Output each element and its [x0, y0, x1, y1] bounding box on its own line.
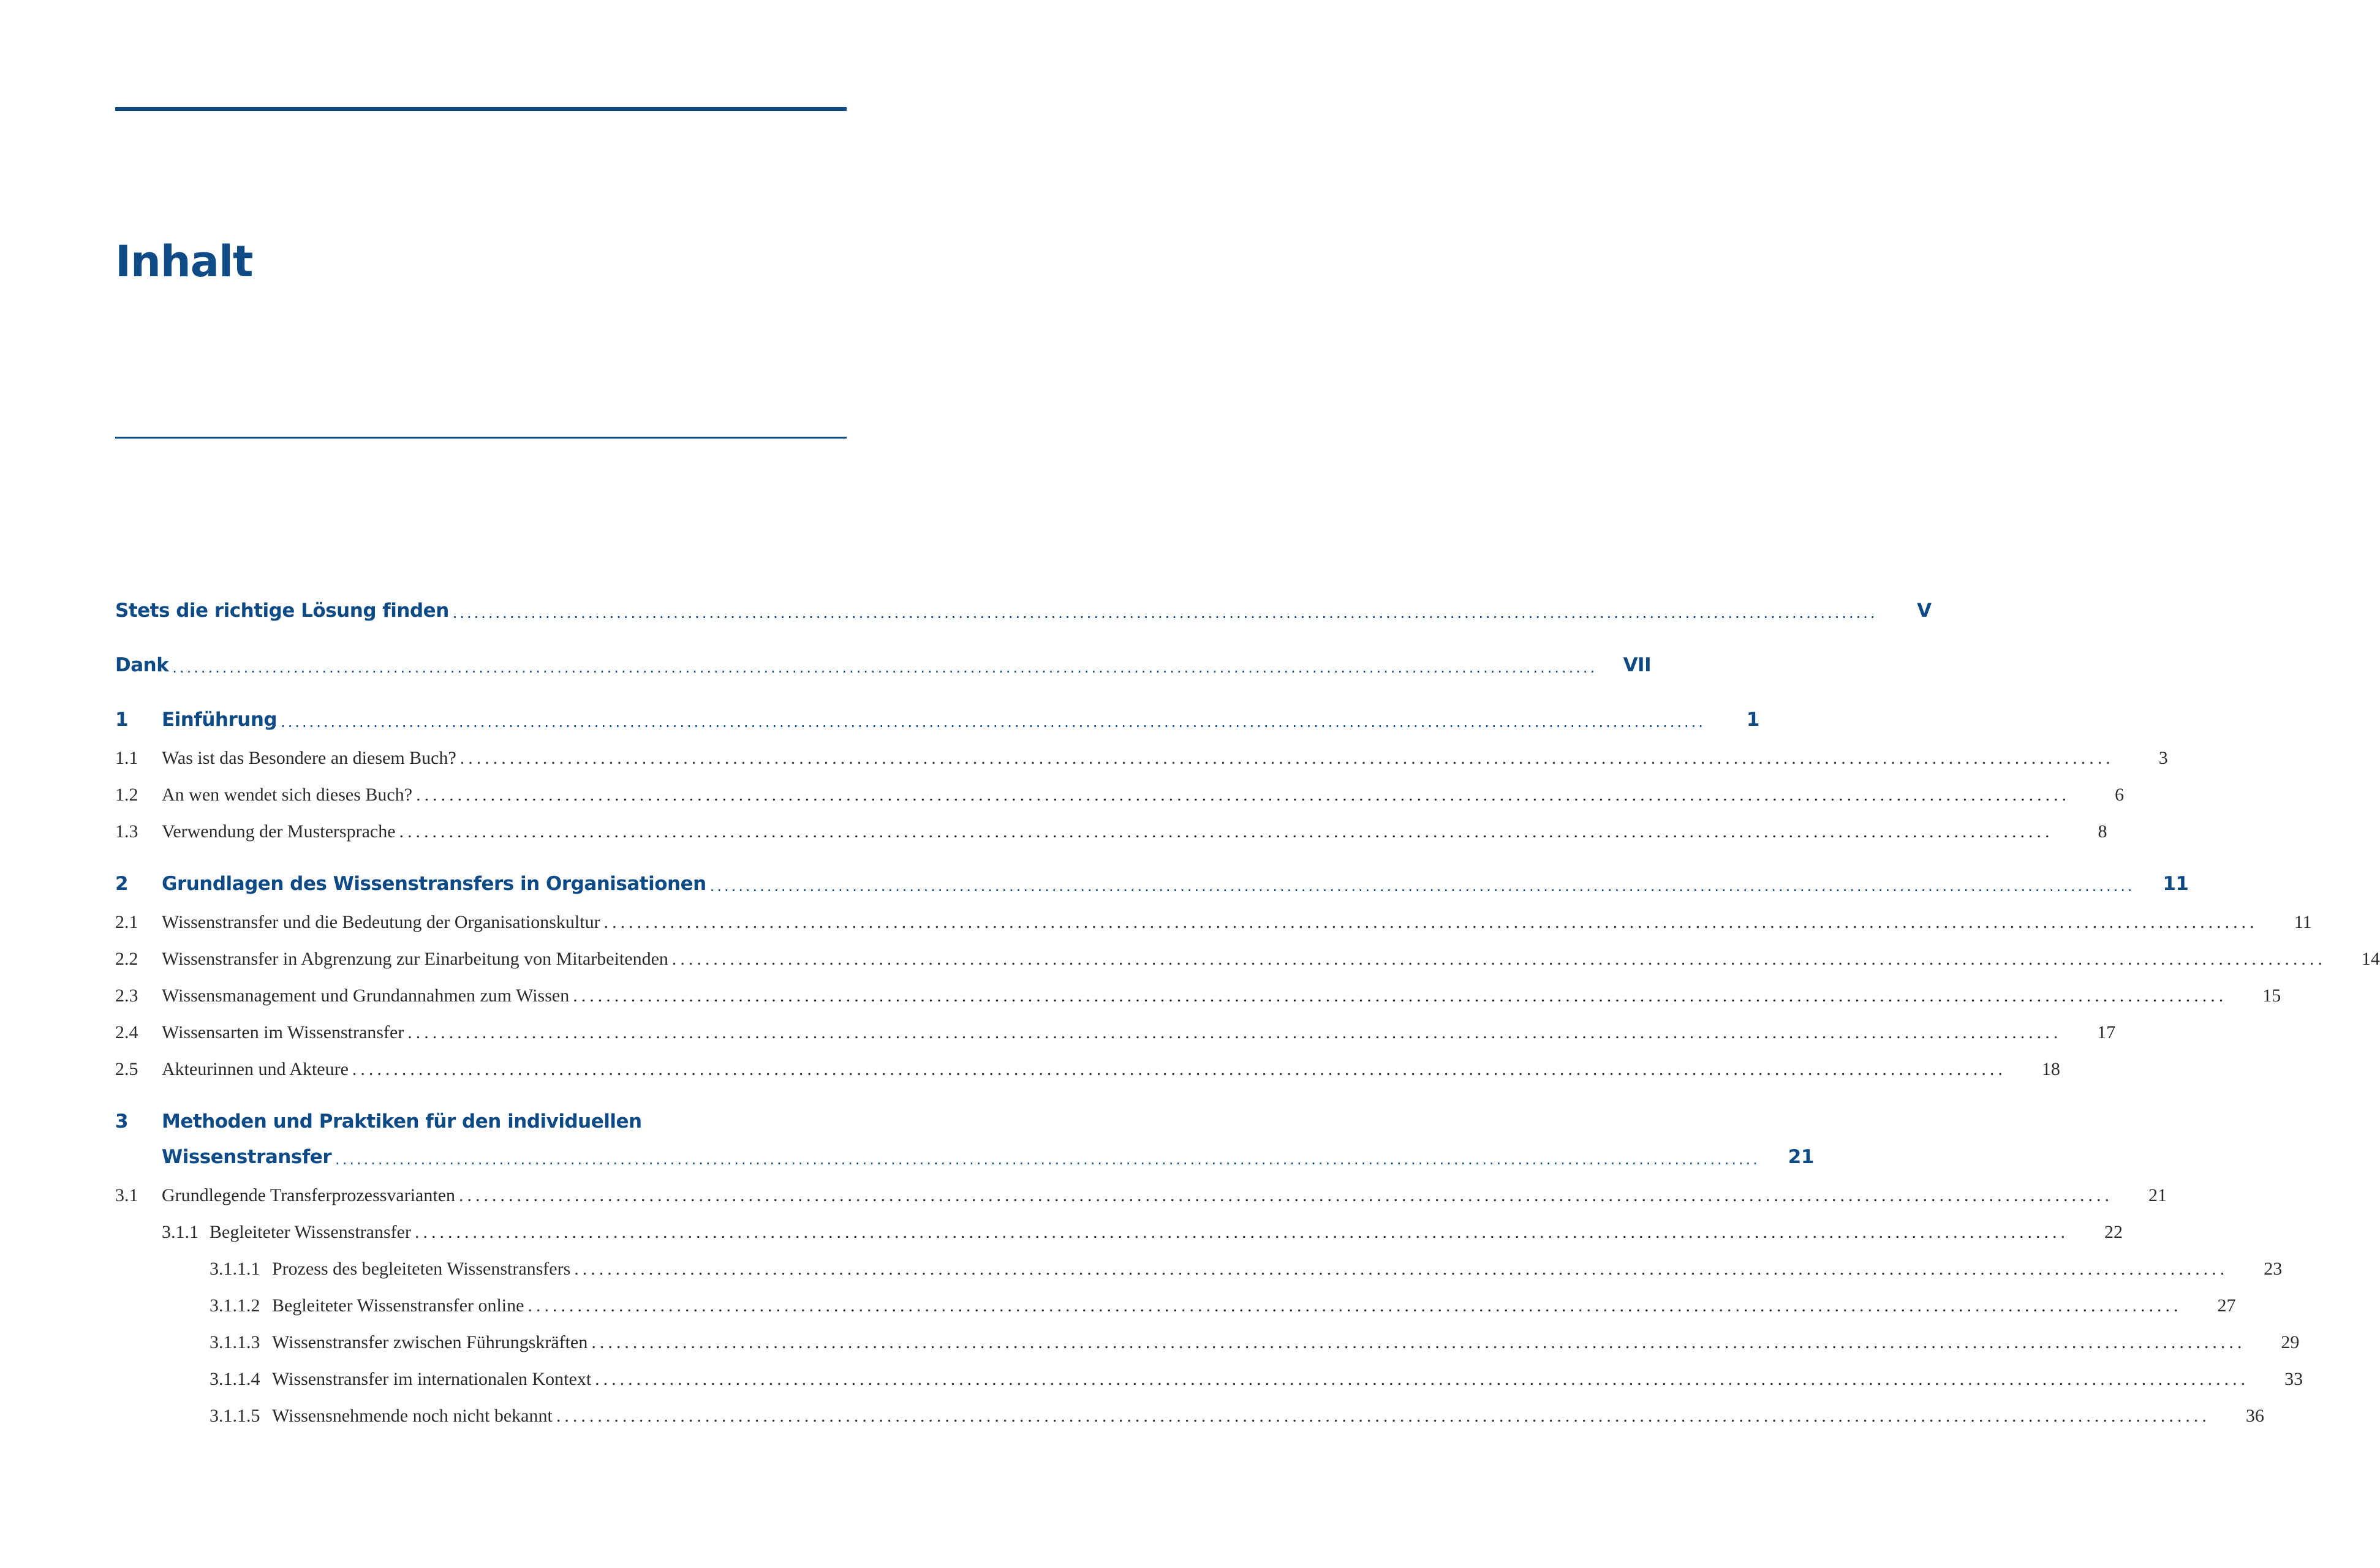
toc-leader-dots: ........................................................................................................................................................................................................ — [459, 748, 2114, 768]
toc-entry-number: 3.1.1.2 — [210, 1295, 260, 1316]
toc-entry-number: 3 — [115, 1110, 129, 1133]
toc-leader-dots: ........................................................................................................................................................................................................ — [281, 714, 1706, 731]
toc-leader-dots: ........................................................................................................................................................................................................ — [335, 1151, 1760, 1169]
toc-leader-dots: ........................................................................................................................................................................................................ — [574, 1259, 2229, 1279]
toc-entry[interactable] — [115, 1046, 2060, 1080]
toc-entry[interactable] — [115, 1134, 1814, 1169]
toc-entry-number: 1.3 — [115, 821, 138, 842]
toc-entry-title: Begleiteter Wissenstransfer — [210, 1222, 411, 1242]
toc-entry-number: 3.1.1.4 — [210, 1369, 260, 1389]
toc-entry-page: 29 — [2281, 1332, 2300, 1352]
toc-entry-page: 23 — [2264, 1259, 2283, 1279]
toc-entry-number: 1.2 — [115, 785, 138, 805]
divider-rule — [115, 437, 847, 439]
toc-entry-title: Wissensarten im Wissenstransfer — [162, 1022, 404, 1042]
toc-entry-title: Verwendung der Mustersprache — [162, 821, 396, 842]
toc-entry[interactable] — [115, 772, 2125, 806]
toc-entry-title: Dank — [115, 654, 169, 676]
toc-entry[interactable] — [115, 1009, 2116, 1044]
toc-entry-title: Wissenstransfer zwischen Führungskräften — [272, 1332, 588, 1352]
toc-entry-title: Begleiteter Wissenstransfer online — [272, 1295, 524, 1316]
toc-entry-number: 3.1.1.1 — [210, 1259, 260, 1279]
toc-entry[interactable] — [115, 1209, 2123, 1243]
toc-leader-dots: ........................................................................................................................................................................................................ — [603, 912, 2258, 932]
toc-entry[interactable] — [115, 643, 1652, 677]
toc-entry-number: 1 — [115, 708, 129, 731]
page-title: Inhalt — [115, 236, 253, 287]
top-rule — [115, 107, 847, 111]
toc-entry-number: 3.1 — [115, 1185, 138, 1205]
toc-leader-dots: ........................................................................................................................................................................................................ — [452, 605, 1878, 622]
toc-entry-page: VII — [1623, 654, 1652, 676]
toc-leader-dots: ........................................................................................................................................................................................................ — [527, 1295, 2182, 1316]
toc-leader-dots: ........................................................................................................................................................................................................ — [414, 1222, 2069, 1242]
toc-entry[interactable] — [115, 588, 1932, 622]
toc-entry-number: 2.1 — [115, 912, 138, 932]
toc-entry[interactable] — [115, 1099, 766, 1133]
toc-entry-page: 21 — [2148, 1185, 2167, 1205]
toc-leader-dots: ........................................................................................................................................................................................................ — [352, 1059, 2006, 1079]
toc-entry-page: 14 — [2361, 949, 2380, 969]
toc-entry-number: 3.1.1.5 — [210, 1406, 260, 1426]
toc-entry-title: Einführung — [162, 708, 278, 731]
toc-entry-title: Wissenstransfer und die Bedeutung der Organisationskultur — [162, 912, 600, 932]
toc-entry-page: V — [1917, 599, 1932, 622]
toc-entry-title: Grundlegende Transferprozessvarianten — [162, 1185, 456, 1205]
toc-entry[interactable] — [115, 1172, 2167, 1207]
toc-entry-page: 15 — [2262, 986, 2281, 1006]
toc-entry-number: 2.4 — [115, 1022, 138, 1042]
toc-entry-page: 18 — [2041, 1059, 2060, 1079]
toc-entry-page: 3 — [2158, 748, 2168, 768]
toc-entry-number: 2.5 — [115, 1059, 138, 1079]
toc-leader-dots: ........................................................................................................................................................................................................ — [556, 1406, 2210, 1426]
toc-entry-title: Akteurinnen und Akteure — [162, 1059, 349, 1079]
toc-leader-dots: ........................................................................................................................................................................................................ — [172, 659, 1598, 677]
toc-entry-number: 2.2 — [115, 949, 138, 969]
toc-entry-title: Wissenstransfer — [162, 1145, 332, 1168]
toc-entry-title: Wissenstransfer im internationalen Kontext — [272, 1369, 592, 1389]
toc-leader-dots: ........................................................................................................................................................................................................ — [709, 878, 2135, 895]
toc-leader-dots: ........................................................................................................................................................................................................ — [595, 1369, 2250, 1389]
toc-entry-page: 8 — [2098, 821, 2107, 842]
toc-leader-dots: ........................................................................................................................................................................................................ — [407, 1022, 2062, 1042]
toc-entry[interactable] — [115, 973, 2281, 1007]
toc-leader-dots: ........................................................................................................................................................................................................ — [591, 1332, 2246, 1352]
toc-entry[interactable] — [115, 1393, 2264, 1427]
toc-entry-number: 3.1.1.3 — [210, 1332, 260, 1352]
toc-entry[interactable] — [115, 936, 2380, 970]
toc-leader-dots: ........................................................................................................................................................................................................ — [399, 821, 2053, 842]
toc-entry-page: 36 — [2245, 1406, 2264, 1426]
toc-leader-dots: ........................................................................................................................................................................................................ — [416, 785, 2071, 805]
toc-entry-title: Methoden und Praktiken für den individuellen — [162, 1110, 642, 1133]
toc-entry-title: Prozess des begleiteten Wissenstransfers — [272, 1259, 571, 1279]
toc-entry-page: 1 — [1746, 708, 1759, 731]
toc-entry[interactable] — [115, 899, 2312, 933]
toc-entry-page: 21 — [1788, 1145, 1814, 1168]
toc-entry-number: 2 — [115, 872, 129, 895]
toc-entry[interactable] — [115, 861, 2189, 895]
toc-entry[interactable] — [115, 735, 2168, 769]
toc-entry-title: Stets die richtige Lösung finden — [115, 599, 449, 622]
toc-entry-title: Grundlagen des Wissenstransfers in Organisationen — [162, 872, 706, 895]
toc-entry-title: An wen wendet sich dieses Buch? — [162, 785, 413, 805]
toc-entry-title: Wissensnehmende noch nicht bekannt — [272, 1406, 553, 1426]
toc-entry[interactable] — [115, 1319, 2300, 1354]
toc-entry-page: 17 — [2097, 1022, 2116, 1042]
toc-entry[interactable] — [115, 697, 1759, 731]
toc-entry-number: 3.1.1 — [162, 1222, 198, 1242]
toc-entry-number: 1.1 — [115, 748, 138, 768]
toc-entry-page: 33 — [2284, 1369, 2303, 1389]
toc-entry-page: 6 — [2115, 785, 2125, 805]
toc-entry-number: 2.3 — [115, 986, 138, 1006]
toc-leader-dots: ........................................................................................................................................................................................................ — [459, 1185, 2114, 1205]
toc-entry[interactable] — [115, 1246, 2283, 1280]
toc-entry[interactable] — [115, 1283, 2236, 1317]
toc-entry-page: 11 — [2294, 912, 2312, 932]
toc-entry-page: 11 — [2163, 872, 2189, 895]
toc-entry-page: 22 — [2104, 1222, 2123, 1242]
toc-entry-page: 27 — [2217, 1295, 2236, 1316]
toc-leader-dots: ........................................................................................................................................................................................................ — [671, 949, 2326, 969]
toc-entry-title: Wissensmanagement und Grundannahmen zum Wissen — [162, 986, 570, 1006]
toc-entry[interactable] — [115, 1356, 2303, 1390]
toc-entry-title: Was ist das Besondere an diesem Buch? — [162, 748, 456, 768]
toc-leader-dots: ........................................................................................................................................................................................................ — [573, 986, 2227, 1006]
toc-entry-title: Wissenstransfer in Abgrenzung zur Einarbeitung von Mitarbeitenden — [162, 949, 668, 969]
toc-entry[interactable] — [115, 809, 2107, 843]
